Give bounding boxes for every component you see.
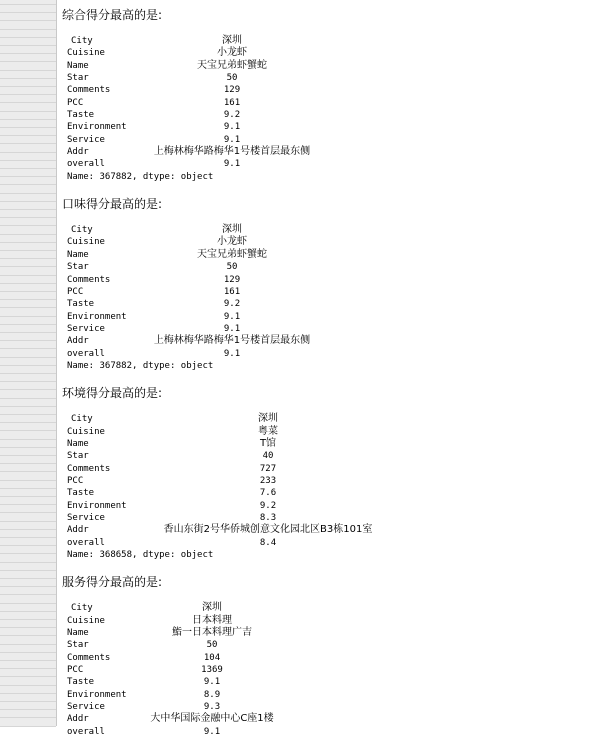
series-value: 40 bbox=[262, 451, 274, 462]
gutter-line bbox=[0, 381, 56, 382]
gutter-line bbox=[0, 184, 56, 185]
series-key: PCC bbox=[67, 475, 84, 486]
series-row bbox=[62, 475, 596, 487]
result-section bbox=[62, 386, 596, 561]
series-key: City bbox=[71, 36, 93, 46]
series-row bbox=[62, 249, 596, 261]
series-row bbox=[62, 639, 596, 651]
gutter-line bbox=[0, 537, 56, 538]
gutter-line bbox=[0, 332, 56, 333]
gutter-line bbox=[0, 570, 56, 571]
series-key: Cuisine bbox=[67, 48, 105, 59]
series-row bbox=[62, 286, 596, 298]
gutter-line bbox=[0, 373, 56, 374]
gutter-line bbox=[0, 471, 56, 472]
series-row bbox=[62, 335, 596, 347]
gutter-line bbox=[0, 135, 56, 136]
series-key: Comments bbox=[67, 85, 111, 96]
gutter-line bbox=[0, 668, 56, 669]
series-row bbox=[62, 426, 596, 438]
series-value: 50 bbox=[226, 262, 238, 273]
section-heading: 口味得分最高的是: bbox=[62, 197, 163, 212]
series-key: Star bbox=[67, 262, 89, 273]
gutter-line bbox=[0, 4, 56, 5]
series-key: City bbox=[71, 603, 93, 614]
gutter-line bbox=[0, 111, 56, 112]
gutter-line bbox=[0, 512, 56, 513]
gutter-line bbox=[0, 447, 56, 448]
gutter-line bbox=[0, 258, 56, 259]
gutter-line bbox=[0, 504, 56, 505]
series-footer: Name: 367882, dtype: object bbox=[67, 360, 214, 371]
gutter-line bbox=[0, 266, 56, 267]
series-value: 深圳 bbox=[222, 224, 242, 236]
series-key: Service bbox=[67, 702, 105, 713]
gutter-line bbox=[0, 398, 56, 399]
series-key: overall bbox=[67, 348, 105, 359]
series-row bbox=[62, 524, 596, 536]
series-key: PCC bbox=[67, 665, 84, 676]
gutter-line bbox=[0, 406, 56, 407]
series-row bbox=[62, 274, 596, 286]
gutter-line bbox=[0, 455, 56, 456]
series-row bbox=[62, 323, 596, 335]
series-key: PCC bbox=[67, 286, 84, 297]
gutter-line bbox=[0, 168, 56, 169]
series-value: 9.1 bbox=[223, 159, 241, 170]
series-key: Environment bbox=[67, 311, 127, 322]
gutter-line bbox=[0, 193, 56, 194]
series-row bbox=[62, 602, 596, 614]
series-value: 129 bbox=[223, 85, 241, 96]
series-value: 9.1 bbox=[223, 323, 241, 334]
series-row bbox=[62, 84, 596, 96]
gutter-line bbox=[0, 45, 56, 46]
series-row bbox=[62, 689, 596, 701]
gutter-line bbox=[0, 365, 56, 366]
series-value: 小龙虾 bbox=[217, 236, 247, 248]
series-value: 天宝兄弟虾蟹蛇 bbox=[197, 248, 267, 260]
series-value: 粤菜 bbox=[258, 425, 278, 437]
series-key: overall bbox=[67, 726, 105, 737]
series-value: 9.1 bbox=[223, 122, 241, 133]
gutter-line bbox=[0, 619, 56, 620]
gutter-line bbox=[0, 685, 56, 686]
gutter-line bbox=[0, 553, 56, 554]
series-row bbox=[62, 236, 596, 248]
gutter-line bbox=[0, 86, 56, 87]
gutter-line bbox=[0, 389, 56, 390]
gutter-line bbox=[0, 562, 56, 563]
gutter-line bbox=[0, 152, 56, 153]
series-value: 9.1 bbox=[203, 726, 221, 737]
series-value: 上梅林梅华路梅华1号楼首层最东侧 bbox=[153, 146, 311, 158]
series-value: 104 bbox=[203, 652, 221, 663]
series-row bbox=[62, 500, 596, 512]
gutter-line bbox=[0, 578, 56, 579]
console-output bbox=[62, 8, 596, 752]
series-key: City bbox=[71, 414, 93, 425]
gutter-line bbox=[0, 201, 56, 202]
series-row bbox=[62, 158, 596, 170]
series-row bbox=[62, 463, 596, 475]
series-row bbox=[62, 487, 596, 499]
gutter-line bbox=[0, 119, 56, 120]
gutter-line bbox=[0, 275, 56, 276]
series-value: 深圳 bbox=[222, 35, 242, 46]
gutter-line bbox=[0, 480, 56, 481]
series-row bbox=[62, 72, 596, 84]
gutter-line bbox=[0, 676, 56, 677]
series-key: Addr bbox=[67, 714, 89, 725]
series-row bbox=[62, 438, 596, 450]
series-row bbox=[62, 713, 596, 725]
series-row bbox=[62, 615, 596, 627]
series-row bbox=[62, 261, 596, 273]
series-key: Environment bbox=[67, 689, 127, 700]
series-row bbox=[62, 60, 596, 72]
gutter-line bbox=[0, 20, 56, 21]
series-key: City bbox=[71, 225, 93, 236]
series-value: 香山东街2号华侨城创意文化园北区B3栋101室 bbox=[163, 524, 373, 536]
series-value: 233 bbox=[259, 475, 277, 486]
series-value: 8.3 bbox=[259, 513, 277, 523]
series-value: 161 bbox=[223, 286, 241, 297]
gutter-line bbox=[0, 307, 56, 308]
gutter-line bbox=[0, 357, 56, 358]
gutter-line bbox=[0, 430, 56, 431]
gutter-line bbox=[0, 652, 56, 653]
series-key: Comments bbox=[67, 274, 111, 285]
result-section bbox=[62, 8, 596, 183]
series-row bbox=[62, 298, 596, 310]
series-row bbox=[62, 348, 596, 360]
gutter-line bbox=[0, 340, 56, 341]
series-value: 7.6 bbox=[259, 488, 277, 499]
gutter-line bbox=[0, 701, 56, 702]
gutter-line bbox=[0, 225, 56, 226]
gutter-line bbox=[0, 291, 56, 292]
gutter-line bbox=[0, 496, 56, 497]
series-row bbox=[62, 97, 596, 109]
series-footer: Name: 367882, dtype: object bbox=[67, 171, 214, 182]
series-value: 9.1 bbox=[223, 134, 241, 145]
series-value: 9.3 bbox=[203, 702, 221, 713]
gutter-line bbox=[0, 422, 56, 423]
gutter-line bbox=[0, 217, 56, 218]
series-row bbox=[62, 47, 596, 59]
gutter-line bbox=[0, 78, 56, 79]
series-value: 8.9 bbox=[203, 689, 221, 700]
series-key: Name bbox=[67, 438, 89, 449]
output-gutter bbox=[0, 0, 57, 726]
series-value: 9.2 bbox=[223, 110, 241, 121]
gutter-line bbox=[0, 94, 56, 95]
series-key: PCC bbox=[67, 97, 84, 108]
gutter-line bbox=[0, 53, 56, 54]
section-heading: 综合得分最高的是: bbox=[62, 8, 163, 22]
series-key: Cuisine bbox=[67, 426, 105, 437]
series-row bbox=[62, 311, 596, 323]
series-key: Name bbox=[67, 60, 89, 71]
gutter-line bbox=[0, 717, 56, 718]
series-row bbox=[62, 109, 596, 121]
series-key: Taste bbox=[67, 677, 95, 688]
gutter-line bbox=[0, 316, 56, 317]
gutter-line bbox=[0, 463, 56, 464]
gutter-line bbox=[0, 635, 56, 636]
gutter-line bbox=[0, 209, 56, 210]
gutter-line bbox=[0, 414, 56, 415]
series-value: 大中华国际金融中心C座1楼 bbox=[150, 713, 274, 725]
gutter-line bbox=[0, 521, 56, 522]
series-value: 9.2 bbox=[223, 299, 241, 310]
gutter-line bbox=[0, 176, 56, 177]
gutter-line bbox=[0, 603, 56, 604]
series-key: Service bbox=[67, 134, 105, 145]
series-key: Taste bbox=[67, 299, 95, 310]
series-row bbox=[62, 450, 596, 462]
series-key: Comments bbox=[67, 463, 111, 474]
gutter-line bbox=[0, 594, 56, 595]
gutter-line bbox=[0, 693, 56, 694]
series-key: Environment bbox=[67, 122, 127, 133]
series-value: 日本料理 bbox=[192, 614, 232, 626]
series-key: Name bbox=[67, 628, 89, 639]
series-footer: Name: 368658, dtype: object bbox=[67, 550, 214, 561]
series-row bbox=[62, 701, 596, 713]
series-key: Star bbox=[67, 451, 89, 462]
series-row bbox=[62, 726, 596, 738]
gutter-line bbox=[0, 611, 56, 612]
series-key: Addr bbox=[67, 336, 89, 347]
series-row bbox=[62, 146, 596, 158]
section-heading: 环境得分最高的是: bbox=[62, 386, 163, 401]
series-row bbox=[62, 413, 596, 425]
series-row bbox=[62, 537, 596, 549]
gutter-line bbox=[0, 627, 56, 628]
series-key: Service bbox=[67, 323, 105, 334]
series-key: Cuisine bbox=[67, 237, 105, 248]
gutter-line bbox=[0, 242, 56, 243]
series-key: overall bbox=[67, 537, 105, 548]
series-key: Star bbox=[67, 640, 89, 651]
gutter-line bbox=[0, 660, 56, 661]
gutter-line bbox=[0, 709, 56, 710]
series-row bbox=[62, 627, 596, 639]
section-heading: 服务得分最高的是: bbox=[62, 575, 163, 590]
series-value: 深圳 bbox=[202, 602, 222, 614]
series-value: 50 bbox=[226, 73, 238, 84]
series-row bbox=[62, 652, 596, 664]
series-row bbox=[62, 664, 596, 676]
series-key: Star bbox=[67, 73, 89, 84]
gutter-line bbox=[0, 545, 56, 546]
series-key: Name bbox=[67, 249, 89, 260]
gutter-line bbox=[0, 143, 56, 144]
series-row bbox=[62, 676, 596, 688]
gutter-line bbox=[0, 529, 56, 530]
gutter-line bbox=[0, 644, 56, 645]
series-value: 161 bbox=[223, 97, 241, 108]
series-value: 9.1 bbox=[203, 677, 221, 688]
result-section bbox=[62, 197, 596, 372]
series-value: 9.1 bbox=[223, 311, 241, 322]
series-row bbox=[62, 512, 596, 524]
series-value: 天宝兄弟虾蟹蛇 bbox=[197, 59, 267, 71]
gutter-line bbox=[0, 37, 56, 38]
series-value: 8.4 bbox=[259, 537, 277, 548]
series-value: 1369 bbox=[201, 665, 223, 676]
gutter-line bbox=[0, 70, 56, 71]
series-value: 9.1 bbox=[223, 348, 241, 359]
series-row bbox=[62, 35, 596, 47]
series-key: Addr bbox=[67, 147, 89, 158]
series-key: Service bbox=[67, 513, 105, 523]
gutter-line bbox=[0, 439, 56, 440]
series-value: 50 bbox=[206, 640, 218, 651]
gutter-line bbox=[0, 234, 56, 235]
series-value: 上梅林梅华路梅华1号楼首层最东侧 bbox=[153, 335, 311, 347]
gutter-line bbox=[0, 127, 56, 128]
gutter-line bbox=[0, 283, 56, 284]
gutter-line bbox=[0, 348, 56, 349]
series-key: Addr bbox=[67, 525, 89, 536]
gutter-line bbox=[0, 299, 56, 300]
gutter-line bbox=[0, 29, 56, 30]
gutter-line bbox=[0, 102, 56, 103]
result-section bbox=[62, 575, 596, 738]
series-row bbox=[62, 121, 596, 133]
series-row bbox=[62, 134, 596, 146]
series-value: 727 bbox=[259, 463, 277, 474]
series-value: 鮨一日本料理广吉 bbox=[172, 627, 252, 639]
series-key: Environment bbox=[67, 500, 127, 511]
gutter-line bbox=[0, 324, 56, 325]
gutter-line bbox=[0, 488, 56, 489]
series-value: 深圳 bbox=[258, 413, 278, 425]
series-key: Taste bbox=[67, 110, 95, 121]
series-key: Cuisine bbox=[67, 615, 105, 626]
gutter-line bbox=[0, 586, 56, 587]
series-value: 129 bbox=[223, 274, 241, 285]
gutter-line bbox=[0, 12, 56, 13]
gutter-line bbox=[0, 61, 56, 62]
gutter-line bbox=[0, 160, 56, 161]
gutter-line bbox=[0, 250, 56, 251]
series-key: Comments bbox=[67, 652, 111, 663]
series-key: overall bbox=[67, 159, 105, 170]
series-value: 9.2 bbox=[259, 500, 277, 511]
series-key: Taste bbox=[67, 488, 95, 499]
series-row bbox=[62, 224, 596, 236]
series-value: T馆 bbox=[259, 437, 277, 449]
series-value: 小龙虾 bbox=[217, 47, 247, 59]
